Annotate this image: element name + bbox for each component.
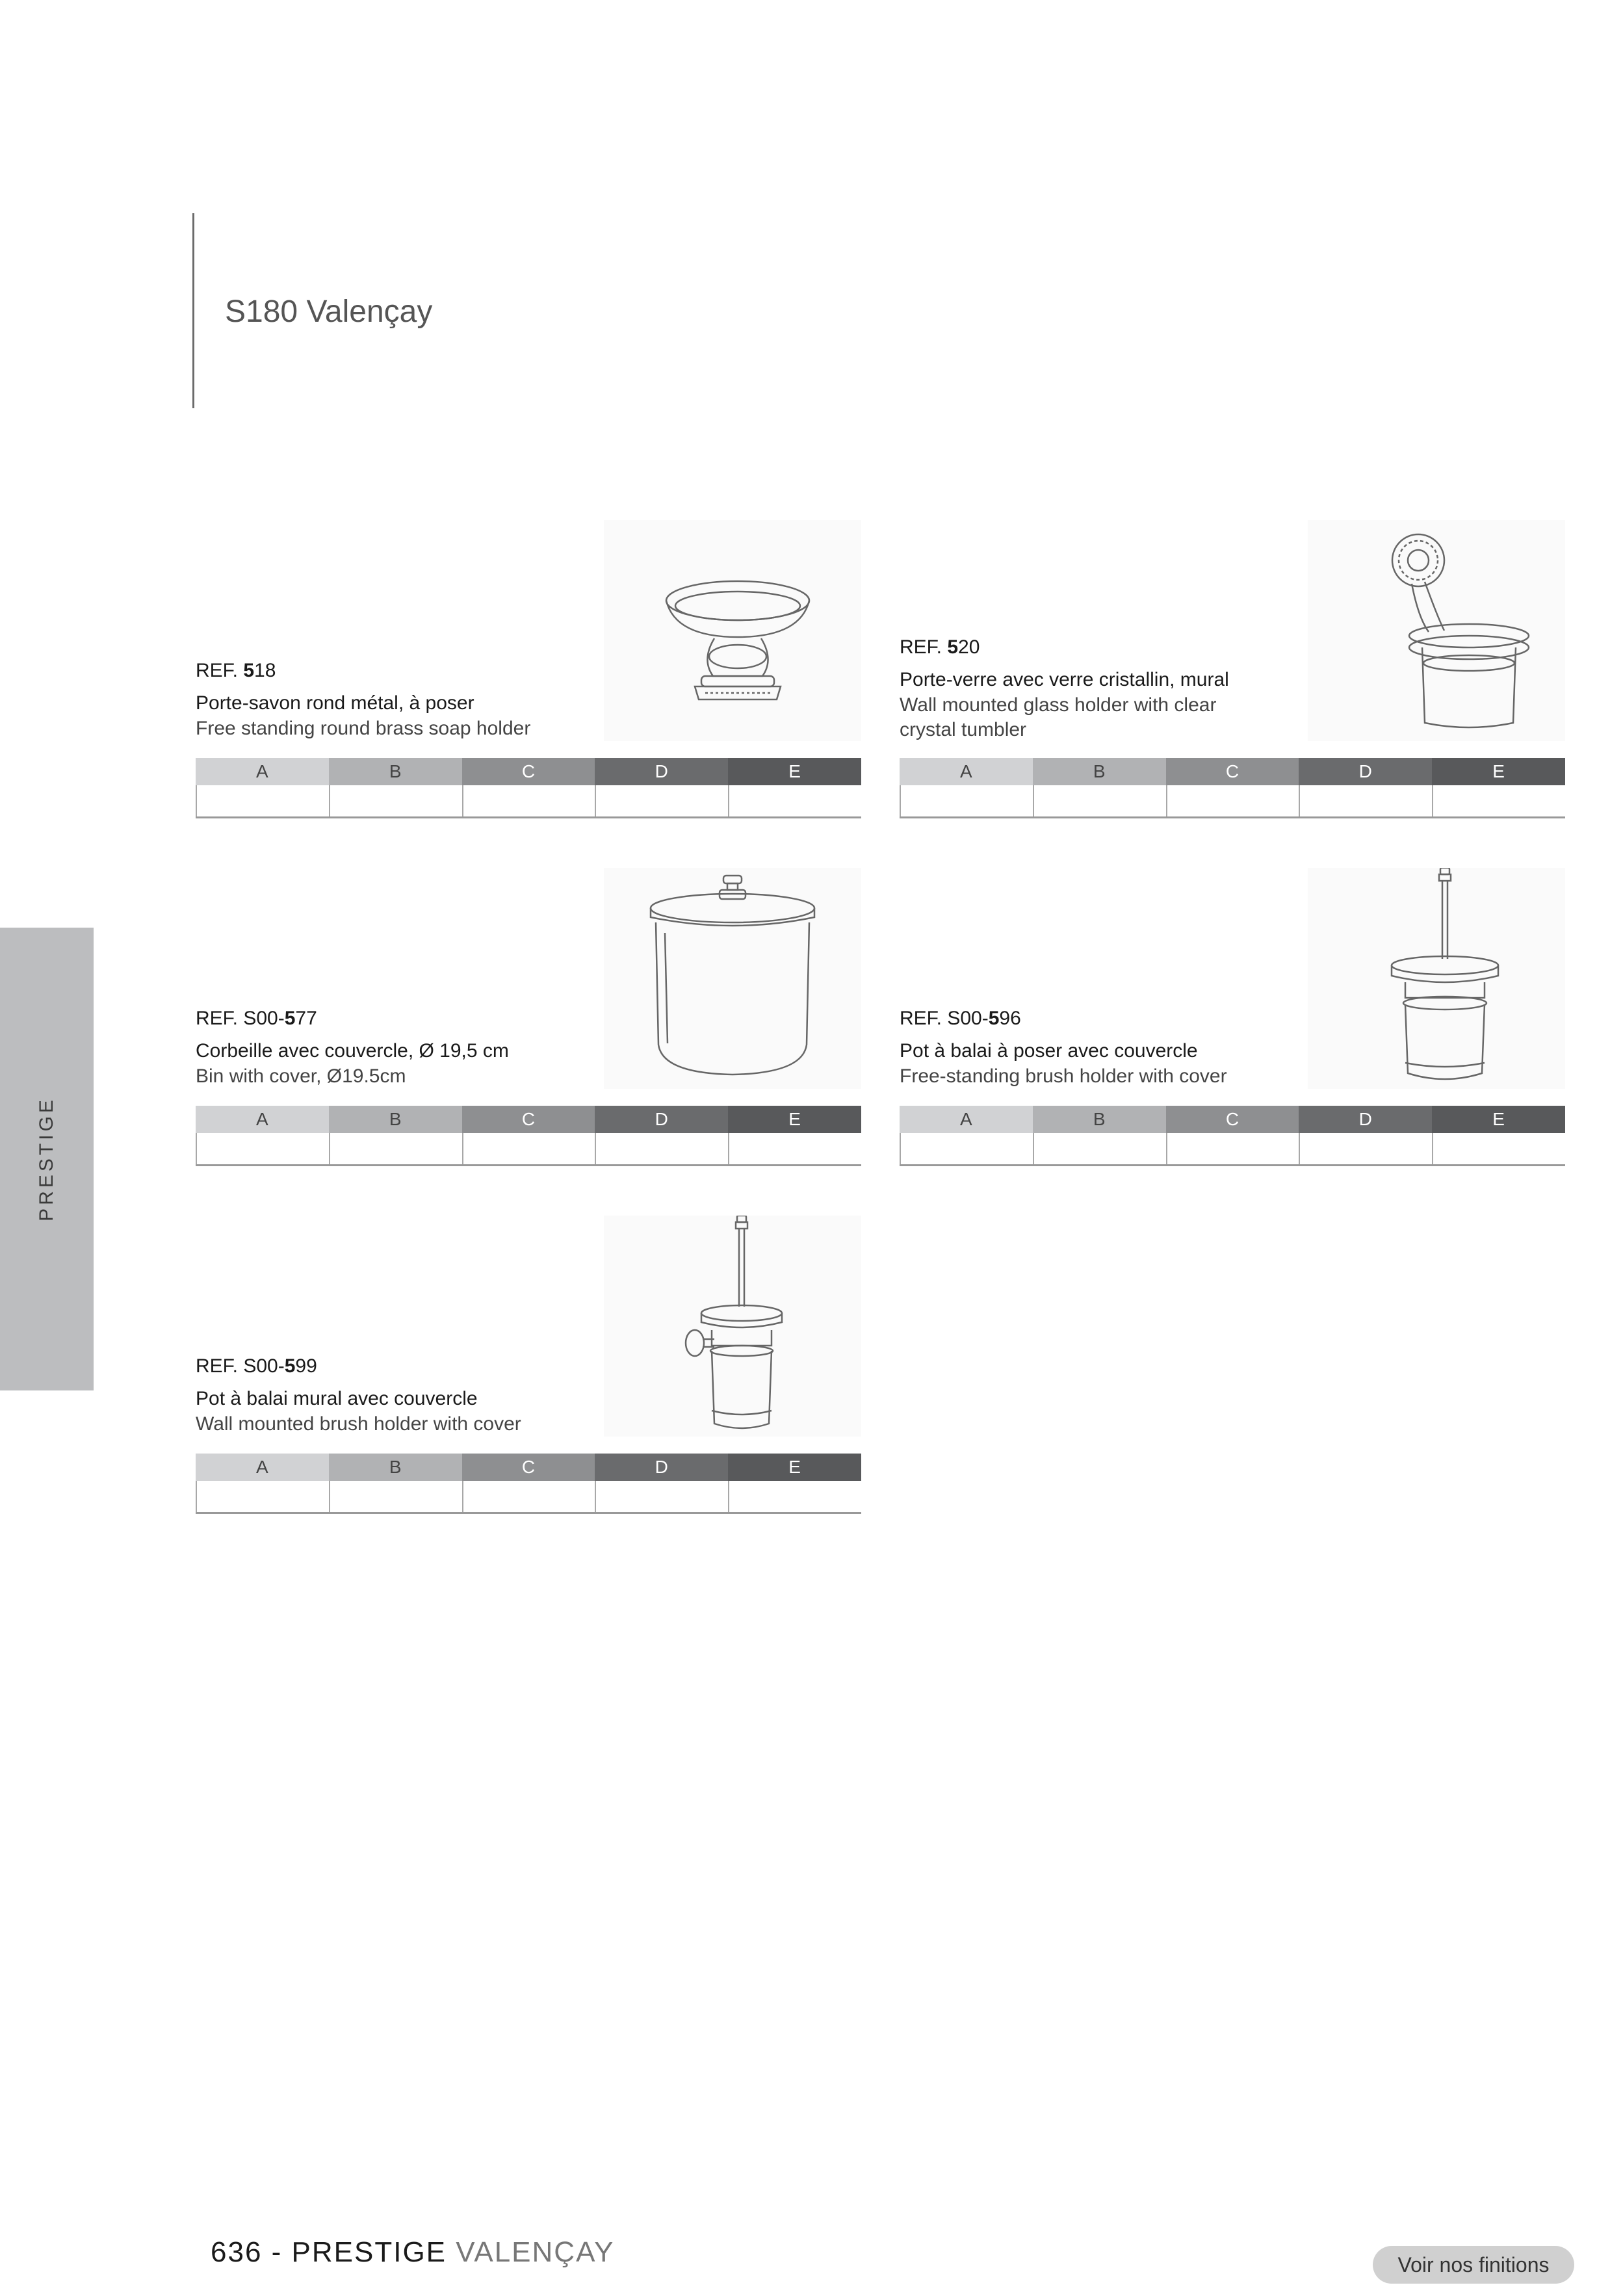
finish-c: C — [462, 758, 595, 785]
product-ref: REF. S00-599 — [196, 1355, 317, 1377]
finish-cell — [1166, 1133, 1299, 1164]
finish-c: C — [462, 1454, 595, 1481]
finish-table — [196, 1454, 861, 1514]
product-ref: REF. S00-577 — [196, 1008, 317, 1029]
finish-d: D — [595, 1106, 728, 1133]
finish-cell — [329, 785, 462, 816]
finish-cell — [1432, 785, 1565, 816]
finish-cell — [1299, 785, 1432, 816]
footer-collection: PRESTIGE — [291, 2236, 447, 2268]
finish-e: E — [728, 758, 861, 785]
product-desc-en: Wall mounted brush holder with cover — [196, 1413, 521, 1435]
finish-c: C — [1166, 1106, 1299, 1133]
finish-cell — [196, 1481, 329, 1512]
finish-cell — [1432, 1133, 1565, 1164]
finish-cell — [728, 1481, 861, 1512]
product-s00-596 — [900, 868, 1565, 1167]
footer-model: VALENÇAY — [456, 2236, 615, 2268]
finish-d: D — [595, 1454, 728, 1481]
finishes-button[interactable]: Voir nos finitions — [1373, 2246, 1574, 2284]
product-520 — [900, 520, 1565, 819]
finish-e: E — [728, 1454, 861, 1481]
finish-c: C — [1166, 758, 1299, 785]
finish-cell — [196, 1133, 329, 1164]
finish-a: A — [196, 1454, 329, 1481]
page-number: 636 — [211, 2236, 263, 2268]
finish-d: D — [1299, 758, 1432, 785]
finish-b: B — [329, 1454, 462, 1481]
glass-holder-drawing — [1308, 520, 1565, 741]
finish-cell — [728, 1133, 861, 1164]
finish-d: D — [1299, 1106, 1432, 1133]
product-518 — [196, 520, 861, 819]
standing-brush-holder-drawing — [1308, 868, 1565, 1089]
finish-a: A — [196, 1106, 329, 1133]
product-desc-fr: Pot à balai mural avec couvercle — [196, 1388, 478, 1409]
finish-cell — [462, 785, 595, 816]
finish-table — [900, 758, 1565, 818]
finish-table — [900, 1106, 1565, 1166]
finish-c: C — [462, 1106, 595, 1133]
finish-cell — [595, 1133, 728, 1164]
finish-a: A — [196, 758, 329, 785]
title-rule — [192, 213, 194, 408]
finish-e: E — [728, 1106, 861, 1133]
finish-table — [196, 1106, 861, 1166]
finish-a: A — [900, 758, 1033, 785]
finish-b: B — [329, 1106, 462, 1133]
side-tab-label: PRESTIGE — [36, 1097, 57, 1221]
finish-cell — [1033, 785, 1166, 816]
wall-brush-holder-drawing — [604, 1216, 861, 1437]
finish-cell — [196, 785, 329, 816]
product-ref: REF. S00-596 — [900, 1008, 1021, 1029]
product-s00-577 — [196, 868, 861, 1167]
finish-cell — [900, 785, 1033, 816]
finish-a: A — [900, 1106, 1033, 1133]
page-footer — [211, 2236, 615, 2269]
finish-b: B — [1033, 758, 1166, 785]
finish-d: D — [595, 758, 728, 785]
finish-cell — [462, 1133, 595, 1164]
finish-cell — [1033, 1133, 1166, 1164]
footer-separator: - — [262, 2236, 292, 2268]
product-desc-fr: Corbeille avec couvercle, Ø 19,5 cm — [196, 1040, 509, 1062]
product-desc-en: Free standing round brass soap holder — [196, 718, 531, 739]
finish-cell — [595, 1481, 728, 1512]
finish-b: B — [1033, 1106, 1166, 1133]
finish-cell — [1166, 785, 1299, 816]
side-tab — [0, 928, 94, 1390]
product-desc-fr: Porte-verre avec verre cristallin, mural — [900, 669, 1229, 690]
finish-cell — [1299, 1133, 1432, 1164]
finish-e: E — [1432, 1106, 1565, 1133]
product-desc-fr: Pot à balai à poser avec couvercle — [900, 1040, 1198, 1062]
product-desc-en: Free-standing brush holder with cover — [900, 1065, 1227, 1087]
finish-table — [196, 758, 861, 818]
finish-cell — [329, 1133, 462, 1164]
finish-cell — [900, 1133, 1033, 1164]
finish-cell — [595, 785, 728, 816]
finish-cell — [462, 1481, 595, 1512]
finish-e: E — [1432, 758, 1565, 785]
finish-b: B — [329, 758, 462, 785]
finish-cell — [329, 1481, 462, 1512]
product-desc-fr: Porte-savon rond métal, à poser — [196, 692, 474, 714]
page-title: S180 Valençay — [225, 294, 433, 329]
product-s00-599 — [196, 1216, 861, 1515]
product-ref: REF. 520 — [900, 636, 980, 658]
product-ref: REF. 518 — [196, 660, 276, 681]
bin-drawing — [604, 868, 861, 1089]
product-desc-en: Bin with cover, Ø19.5cm — [196, 1065, 406, 1087]
soap-holder-drawing — [604, 520, 861, 741]
finish-cell — [728, 785, 861, 816]
product-desc-en: Wall mounted glass holder with clear crystal tumbler — [900, 694, 1217, 740]
